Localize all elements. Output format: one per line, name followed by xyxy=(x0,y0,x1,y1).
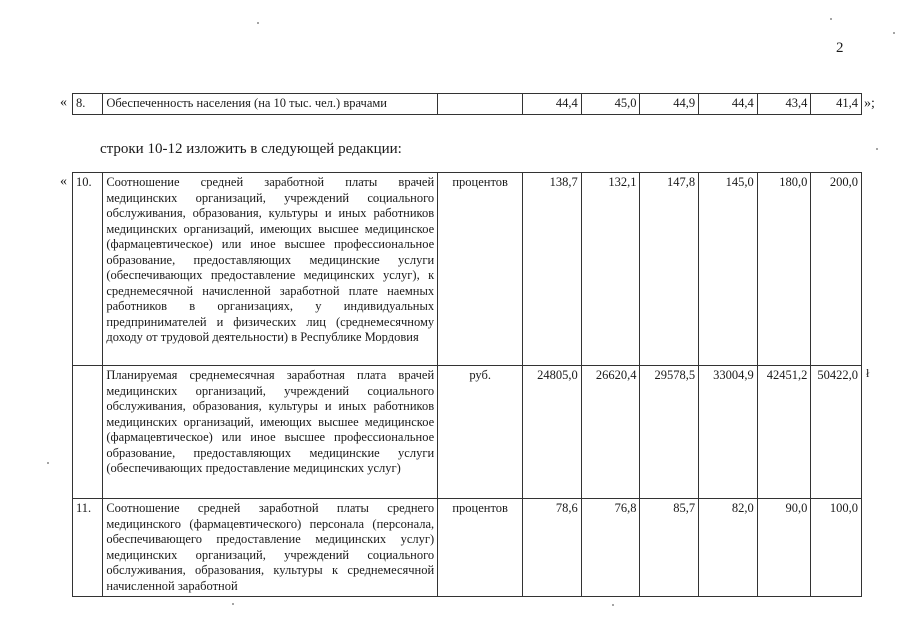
value-cell: 24805,0 xyxy=(523,366,582,499)
value-cell: 147,8 xyxy=(640,173,699,366)
value-cell: 85,7 xyxy=(640,499,699,597)
scan-speck xyxy=(612,604,614,606)
unit-cell: процентов xyxy=(438,173,523,366)
intro-text: строки 10-12 изложить в следующей редакции: xyxy=(100,141,402,157)
table-row-10-salary xyxy=(73,366,862,499)
value-cell: 45,0 xyxy=(581,94,640,115)
value-cell: 200,0 xyxy=(811,173,862,366)
row-number: 11. xyxy=(73,499,103,597)
value-cell: 50422,0 xyxy=(811,366,862,499)
value-cell: 76,8 xyxy=(581,499,640,597)
value-cell: 29578,5 xyxy=(640,366,699,499)
indicator-text: Соотношение средней заработной платы врачей медицинских организаций, учреждений социального обслуживания, образования, культуры и иных работников медицинских организаций, имеющих высшее медицинское (фармацевтическое) или иное высшее профессиональное образование, предоставляющих медицинские услуги (обеспечивающих предоставление медицинских услуг), к среднемесячной начисленной заработной плате наемных работников в организациях, у индивидуальных предпринимателей и физических лиц (среднемесячному доходу от трудовой деятельности) в Республике Мордовия xyxy=(103,173,438,366)
row-number xyxy=(73,366,103,499)
value-cell: 44,4 xyxy=(523,94,582,115)
scan-speck xyxy=(876,148,878,150)
value-cell: 132,1 xyxy=(581,173,640,366)
row8-table xyxy=(72,93,862,115)
scan-speck xyxy=(830,18,832,20)
unit-cell: руб. xyxy=(438,366,523,499)
table-row-11 xyxy=(73,499,862,597)
row-number: 8. xyxy=(73,94,103,115)
value-cell: 44,9 xyxy=(640,94,699,115)
value-cell: 78,6 xyxy=(523,499,582,597)
table-row-8 xyxy=(73,94,862,115)
value-cell: 41,4 xyxy=(811,94,862,115)
table-row-10 xyxy=(73,173,862,366)
value-cell: 138,7 xyxy=(523,173,582,366)
unit-cell xyxy=(438,94,523,115)
value-cell: 180,0 xyxy=(757,173,811,366)
scan-speck xyxy=(47,462,49,464)
value-cell: 82,0 xyxy=(699,499,758,597)
value-cell: 145,0 xyxy=(699,173,758,366)
row-number: 10. xyxy=(73,173,103,366)
value-cell: 33004,9 xyxy=(699,366,758,499)
opening-quote-row8: « xyxy=(60,95,67,110)
closing-quote-row8: »; xyxy=(864,96,875,111)
unit-cell: процентов xyxy=(438,499,523,597)
value-cell: 26620,4 xyxy=(581,366,640,499)
page-number: 2 xyxy=(836,40,844,56)
indicator-text: Обеспеченность населения (на 10 тыс. чел.) врачами xyxy=(103,94,438,115)
scan-speck xyxy=(893,32,895,34)
scan-speck xyxy=(232,603,234,605)
value-cell: 42451,2 xyxy=(757,366,811,499)
indicator-text: Соотношение средней заработной платы среднего медицинского (фармацевтического) персонала (персонала, обеспечивающего предоставление медицинских услуг) медицинских организаций, учреждений социального обслуживания, образования, культуры к среднемесячной начисленной заработной xyxy=(103,499,438,597)
value-cell: 100,0 xyxy=(811,499,862,597)
value-cell: 90,0 xyxy=(757,499,811,597)
stray-mark: ł xyxy=(866,366,870,380)
value-cell: 44,4 xyxy=(699,94,758,115)
value-cell: 43,4 xyxy=(757,94,811,115)
scan-speck xyxy=(257,22,259,24)
rows-table xyxy=(72,172,862,597)
opening-quote-rows: « xyxy=(60,174,67,189)
indicator-text: Планируемая среднемесячная заработная плата врачей медицинских организаций, учреждений социального обслуживания, образования, культуры и иных работников медицинских организаций, имеющих высшее медицинское (фармацевтическое) или иное высшее профессиональное образование, предоставляющих медицинские услуги (обеспечивающих предоставление медицинских услуг) xyxy=(103,366,438,499)
